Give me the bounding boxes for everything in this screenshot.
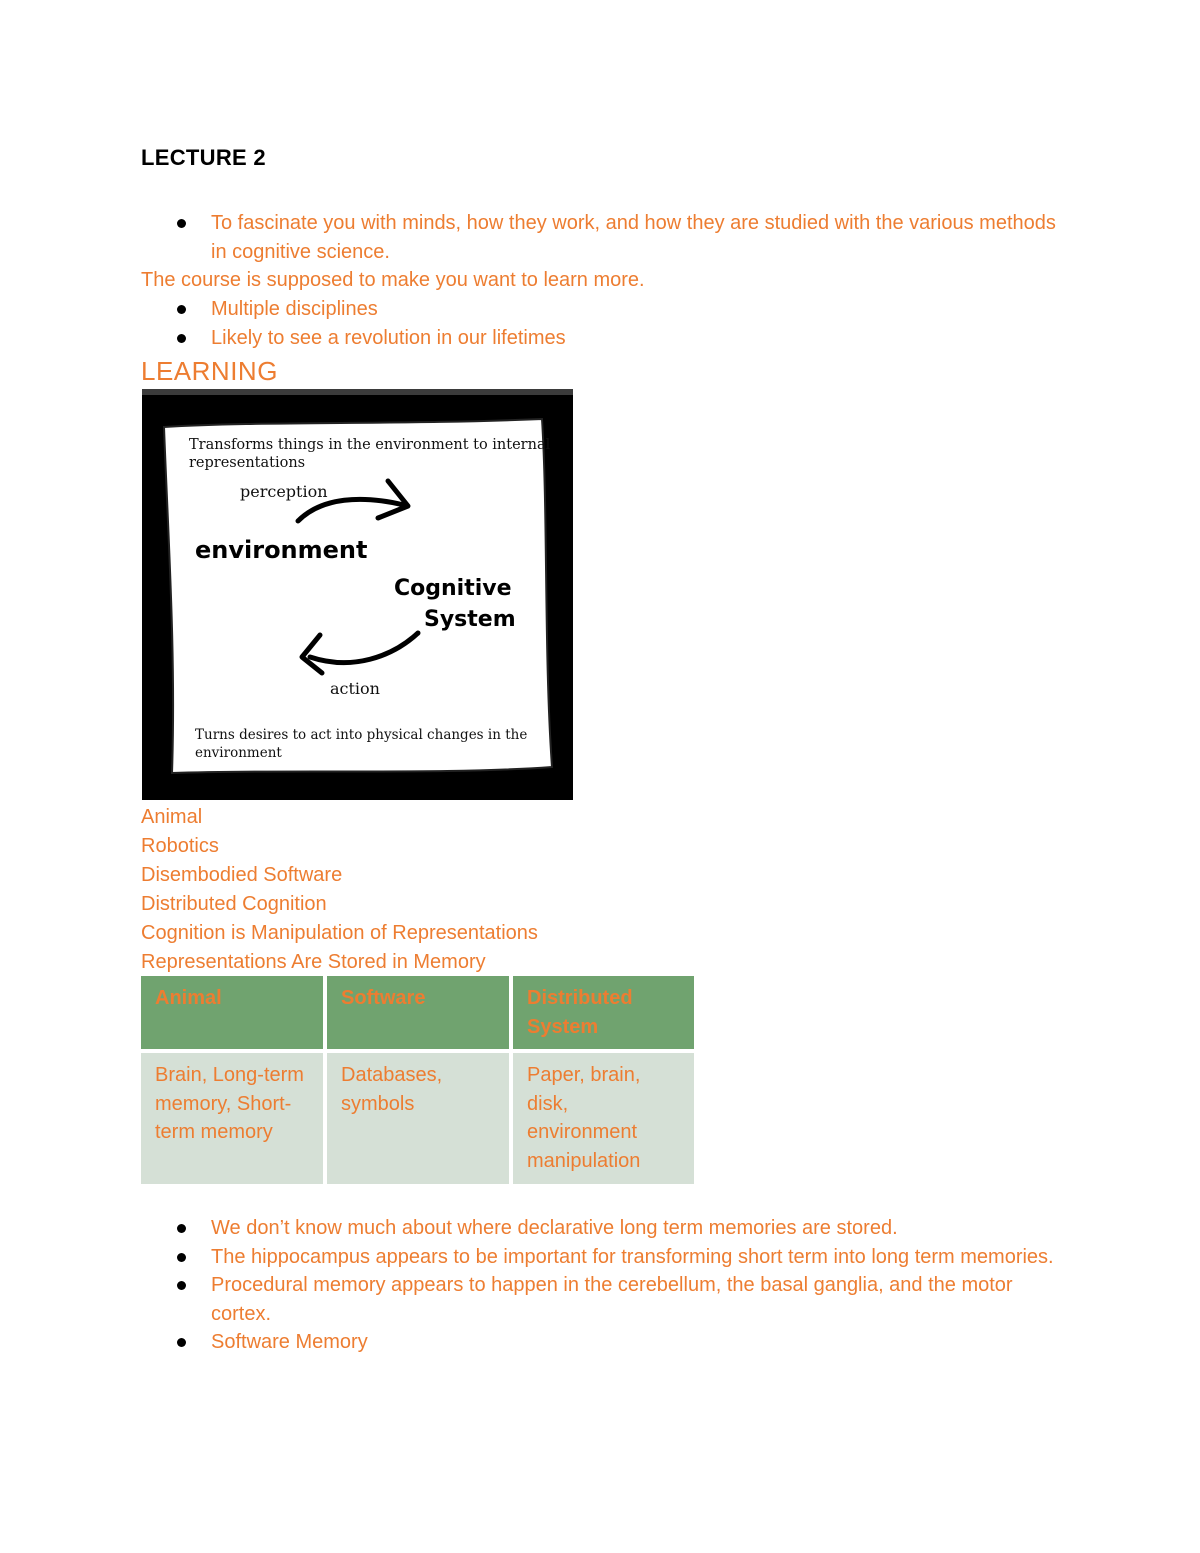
cognitive-system-label: Cognitive [394,576,512,601]
perception-label: perception [240,482,328,501]
topic-line: Animal [141,806,203,828]
topic-line: Disembodied Software [141,863,343,886]
memory-bullet: We don’t know much about where declarative long term memories are stored. [141,1214,1061,1243]
topic-list [141,803,538,976]
table-header-cell: Software [327,976,509,1049]
section-heading-learning: LEARNING [141,356,278,386]
figure-bottom-caption: Turns desires to act into physical changes in the [195,727,528,743]
intro-bullet-list [141,209,1061,266]
action-label: action [330,679,380,698]
memory-bullet: Procedural memory appears to happen in the cerebellum, the basal ganglia, and the motor cortex. [141,1271,1061,1328]
table-cell: Paper, brain, disk, environment manipulation [513,1053,694,1184]
topic-line: Representations Are Stored in Memory [141,950,486,973]
figure-top-caption: representations [189,455,306,471]
cognitive-cycle-diagram [142,395,573,800]
course-bullet: Likely to see a revolution in our lifetimes [141,324,1061,353]
lecture-title: LECTURE 2 [141,145,266,170]
course-bullet-list [141,295,1061,352]
memory-bullet: Software Memory [141,1328,1061,1357]
topic-line: Distributed Cognition [141,892,327,915]
table-cell: Brain, Long-term memory, Short-term memory [141,1053,323,1184]
figure-bottom-caption: environment [195,745,282,761]
intro-bullet: To fascinate you with minds, how they work, and how they are studied with the various methods in cognitive science. [141,209,1061,266]
table-header-cell: Animal [141,976,323,1049]
memory-bullet: The hippocampus appears to be important for transforming short term into long term memories. [141,1243,1061,1272]
table-header-cell: Distributed System [513,976,694,1049]
memory-table [137,976,698,1184]
cognitive-cycle-figure [142,389,573,800]
table-row [141,1053,694,1184]
topic-line: Robotics [141,834,219,857]
topic-line: Cognition is Manipulation of Representations [141,921,538,944]
cognitive-system-label: System [424,607,516,632]
table-cell: Databases, symbols [327,1053,509,1184]
figure-top-caption: Transforms things in the environment to internal [189,437,551,453]
course-line: The course is supposed to make you want to learn more. [141,269,645,291]
memory-bullet-list [141,1214,1061,1357]
table-header-row [141,976,694,1049]
course-bullet: Multiple disciplines [141,295,1061,324]
environment-label: environment [195,536,368,564]
